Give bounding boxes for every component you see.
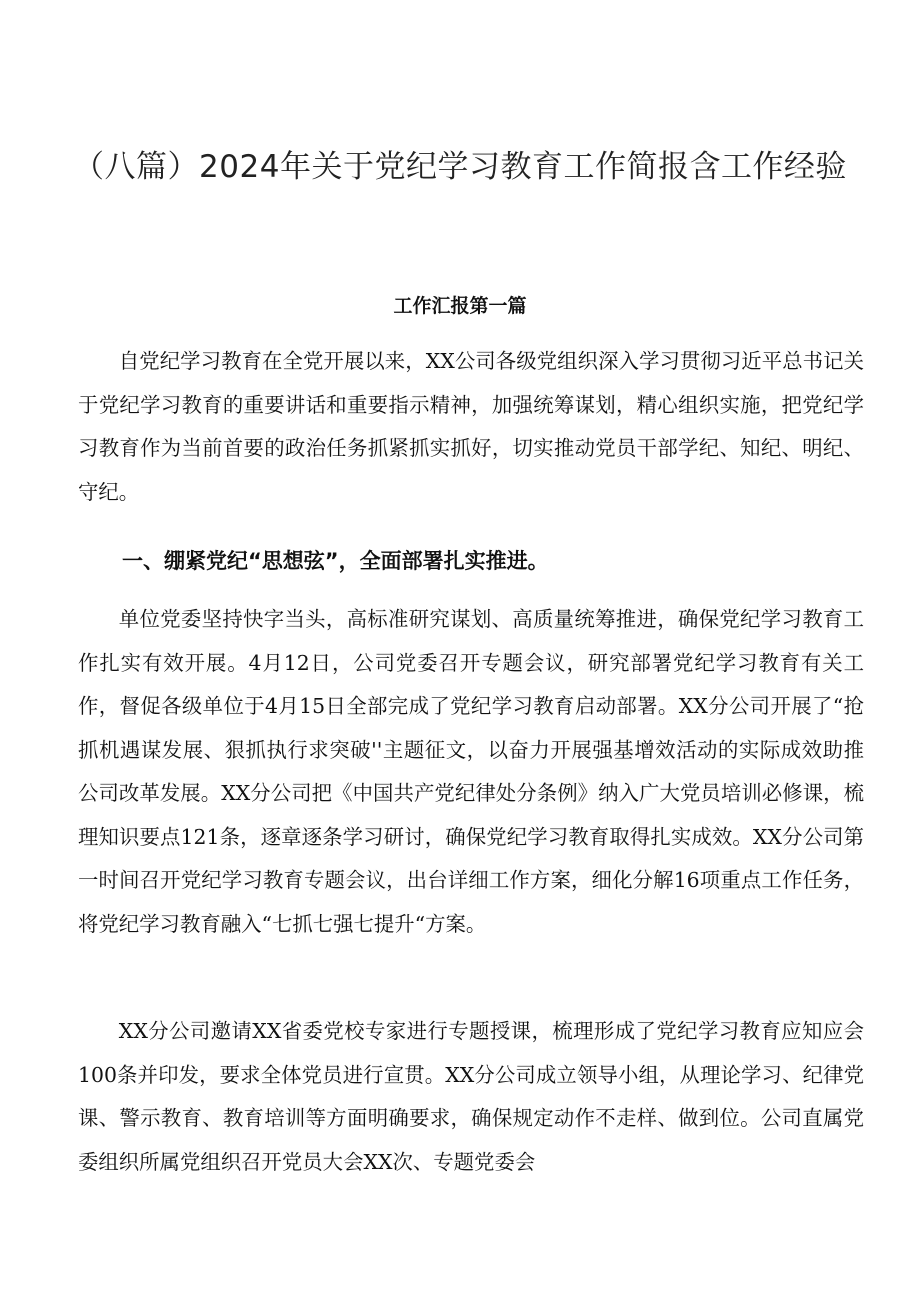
paragraph-2: 单位党委坚持快字当头，高标准研究谋划、高质量统筹推进，确保党纪学习教育工作扎实有效开展。4月12日，公司党委召开专题会议，研究部署党纪学习教育有关工作，督促各级单位于4月15日全部完成了党纪学习教育启动部署。XX分公司开展了“抢抓机遇谋发展、狠抓执行求突破''主题征文，以奋力开展强基增效活动的实际成效助推公司改革发展。XX分公司把《中国共产党纪律处分条例》纳入广大党员培训必修课，梳理知识要点121条，逐章逐条学习研讨，确保党纪学习教育取得扎实成效。XX分公司第一时间召开党纪学习教育专题会议，出台详细工作方案，细化分解16项重点工作任务，将党纪学习教育融入“七抓七强七提升“方案。 — [78, 607, 864, 936]
document-title: （八篇）2024年关于党纪学习教育工作简报含工作经验 — [73, 148, 847, 185]
section-heading-1: 一、绷紧党纪“思想弦”，全面部署扎实推进。 — [122, 549, 549, 573]
paragraph-1: 自党纪学习教育在全党开展以来，XX公司各级党组织深入学习贯彻习近平总书记关于党纪学习教育的重要讲话和重要指示精神，加强统筹谋划，精心组织实施，把党纪学习教育作为当前首要的政治任务抓紧抓实抓好，切实推动党员干部学纪、知纪、明纪、守纪。 — [78, 349, 864, 504]
section-label: 工作汇报第一篇 — [393, 295, 527, 317]
paragraph-3: XX分公司邀请XX省委党校专家进行专题授课，梳理形成了党纪学习教育应知应会100条并印发，要求全体党员进行宣贯。XX分公司成立领导小组，从理论学习、纪律党课、警示教育、教育培训等方面明确要求，确保规定动作不走样、做到位。公司直属党委组织所属党组织召开党员大会XX次、专题党委会 — [78, 1019, 864, 1174]
